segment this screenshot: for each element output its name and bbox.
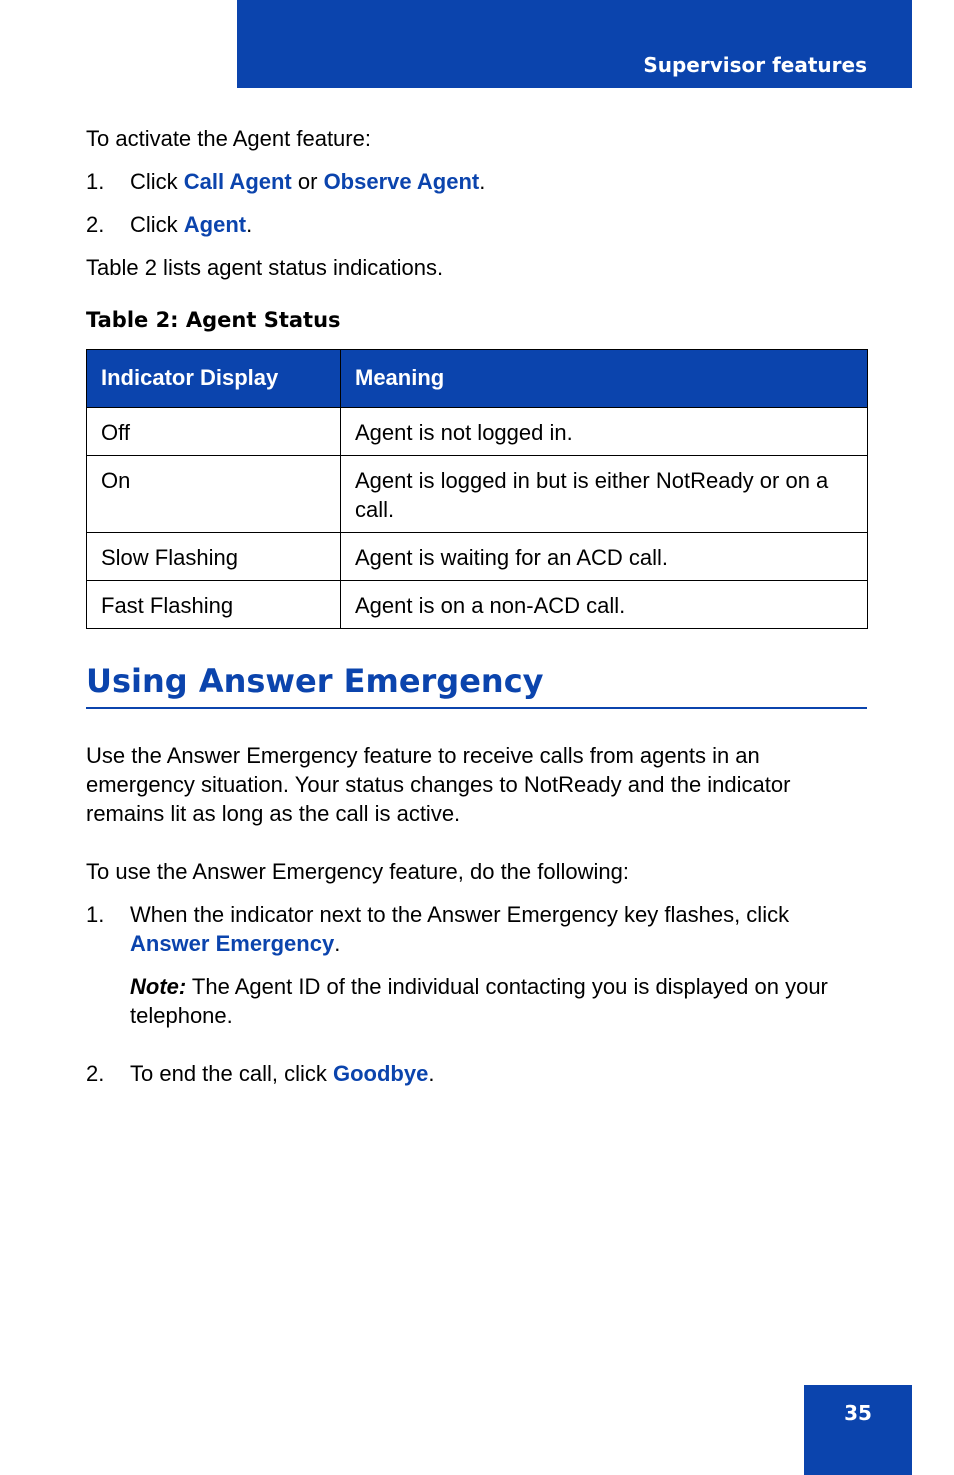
step-text: . [479,169,486,194]
column-header: Indicator Display [87,350,341,408]
step-text: Click [130,212,184,237]
step-text: . [246,212,253,237]
note [86,972,867,1030]
table-cell: Agent is not logged in. [341,408,868,456]
table-cell: Fast Flashing [87,581,341,629]
table-cell: Agent is on a non-ACD call. [341,581,868,629]
emergency-step-2 [86,1059,867,1088]
answer-emergency-key: Answer Emergency [130,931,335,956]
goodbye-key: Goodbye [332,1061,429,1086]
table-cell: On [87,456,341,533]
step-text: To end the call, click [130,1061,333,1086]
section-paragraph: Use the Answer Emergency feature to receive calls from agents in an emergency situation. Your status changes to NotReady and the indicator remains lit as long as the call is active. [86,743,791,826]
table-header-row [87,350,868,408]
page-number: 35 [844,1401,872,1425]
agent-status-table [86,349,868,629]
section-instructions: To use the Answer Emergency feature, do the following: [86,859,629,884]
call-agent-key: Call Agent [183,169,292,194]
step-text: or [291,169,324,194]
page-number-box [804,1385,912,1475]
table-row [87,581,868,629]
table-cell: Slow Flashing [87,533,341,581]
step-number: 1. [86,902,105,927]
header-bar [237,0,912,88]
page-content [86,118,867,1088]
table-cell: Off [87,408,341,456]
table-row [87,456,868,533]
step-number: 1. [86,169,105,194]
table-row [87,533,868,581]
table-reference: Table 2 lists agent status indications. [86,255,444,280]
activate-step-2 [86,210,867,239]
agent-key: Agent [183,212,247,237]
table-row [87,408,868,456]
activate-intro: To activate the Agent feature: [86,126,371,151]
section-heading: Using Answer Emergency [86,661,867,709]
step-text: . [428,1061,435,1086]
step-number: 2. [86,212,105,237]
step-text: Click [130,169,184,194]
observe-agent-key: Observe Agent [323,169,480,194]
emergency-step-1 [86,900,867,958]
step-text: When the indicator next to the Answer Emergency key flashes, click [130,902,790,927]
note-label: Note: [130,974,187,999]
running-header-title: Supervisor features [643,53,867,77]
table-cell: Agent is waiting for an ACD call. [341,533,868,581]
step-text: . [334,931,341,956]
table-cell: Agent is logged in but is either NotReady or on a call. [341,456,868,533]
note-text: The Agent ID of the individual contacting you is displayed on your telephone. [130,974,828,1028]
table-caption: Table 2: Agent Status [86,308,341,332]
activate-step-1 [86,167,867,196]
column-header: Meaning [341,350,868,408]
step-number: 2. [86,1061,105,1086]
